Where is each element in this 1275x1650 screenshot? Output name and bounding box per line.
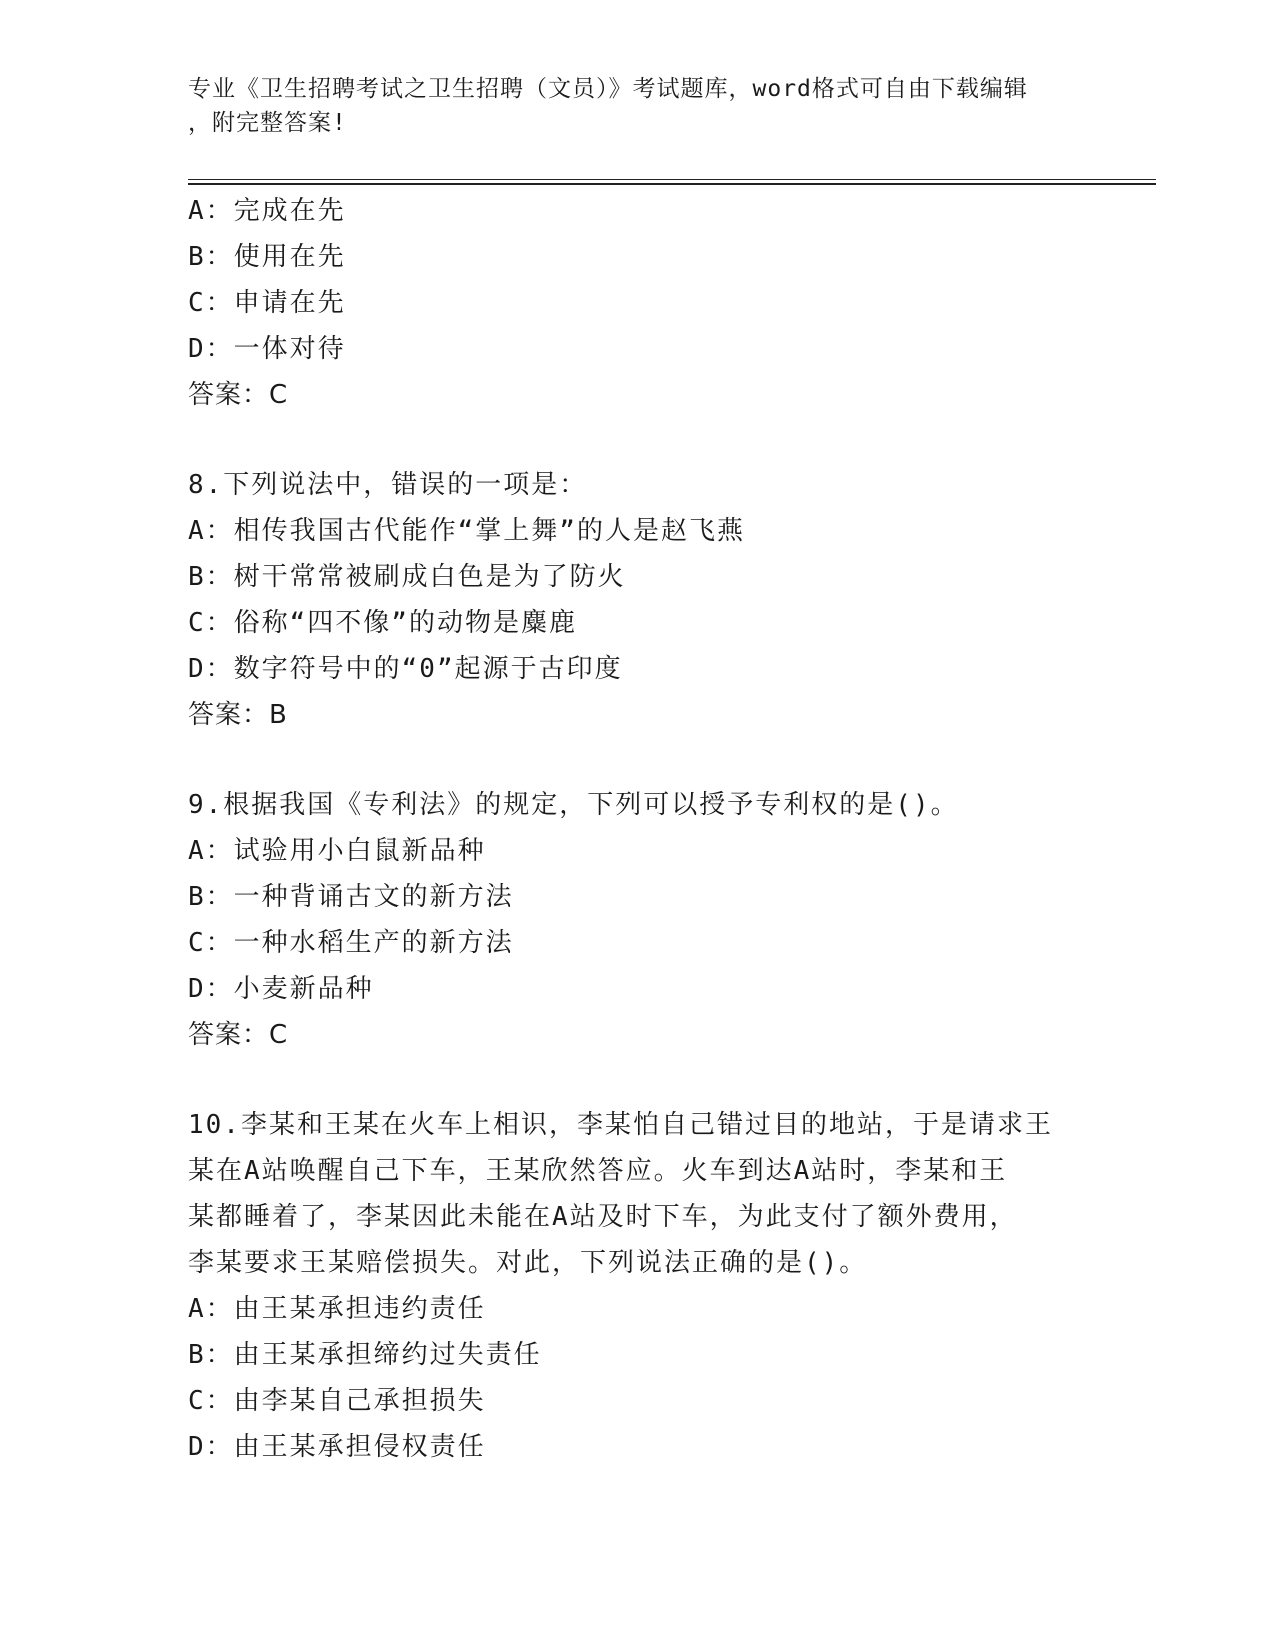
spacer — [188, 738, 1088, 782]
option-a: A：由王某承担违约责任 — [188, 1294, 486, 1324]
option-c: C：俗称“四不像”的动物是麋鹿 — [188, 608, 577, 638]
answer-line: 答案：B — [188, 700, 288, 730]
answer-line: 答案：C — [188, 380, 289, 410]
option-a: A：相传我国古代能作“掌上舞”的人是赵飞燕 — [188, 516, 745, 546]
option-c: C：由李某自己承担损失 — [188, 1386, 486, 1416]
spacer — [188, 1058, 1088, 1102]
header-divider-top — [188, 179, 1156, 180]
question-block-8 — [188, 462, 1088, 738]
question-block-10 — [188, 1102, 1088, 1470]
option-d: D：小麦新品种 — [188, 974, 374, 1004]
option-d: D：一体对待 — [188, 334, 346, 364]
option-b: B：一种背诵古文的新方法 — [188, 882, 514, 912]
option-a: A：完成在先 — [188, 196, 346, 226]
question-stem-line-1: 10.李某和王某在火车上相识，李某怕自己错过目的地站，于是请求王 — [188, 1110, 1053, 1140]
option-c: C：一种水稻生产的新方法 — [188, 928, 514, 958]
question-stem: 9.根据我国《专利法》的规定，下列可以授予专利权的是()。 — [188, 790, 959, 820]
question-block-7 — [188, 188, 1088, 418]
question-block-9 — [188, 782, 1088, 1058]
option-b: B：树干常常被刷成白色是为了防火 — [188, 562, 626, 592]
question-list — [188, 188, 1088, 1470]
question-stem: 8.下列说法中，错误的一项是： — [188, 470, 588, 500]
document-header — [188, 72, 1068, 140]
question-stem-line-4: 李某要求王某赔偿损失。对此，下列说法正确的是()。 — [188, 1248, 868, 1278]
question-stem-line-3: 某都睡着了，李某因此未能在A站及时下车，为此支付了额外费用， — [188, 1202, 1018, 1232]
option-d: D：数字符号中的“0”起源于古印度 — [188, 654, 623, 684]
option-b: B：使用在先 — [188, 242, 346, 272]
spacer — [188, 418, 1088, 462]
option-b: B：由王某承担缔约过失责任 — [188, 1340, 542, 1370]
option-d: D：由王某承担侵权责任 — [188, 1432, 486, 1462]
answer-line: 答案：C — [188, 1020, 289, 1050]
header-line-2: ，附完整答案! — [188, 110, 347, 136]
header-line-1: 专业《卫生招聘考试之卫生招聘（文员）》考试题库，word格式可自由下载编辑 — [188, 76, 1028, 102]
question-stem-line-2: 某在A站唤醒自己下车，王某欣然答应。火车到达A站时，李某和王 — [188, 1156, 1008, 1186]
option-c: C：申请在先 — [188, 288, 346, 318]
option-a: A：试验用小白鼠新品种 — [188, 836, 486, 866]
header-divider-bottom — [188, 183, 1156, 185]
